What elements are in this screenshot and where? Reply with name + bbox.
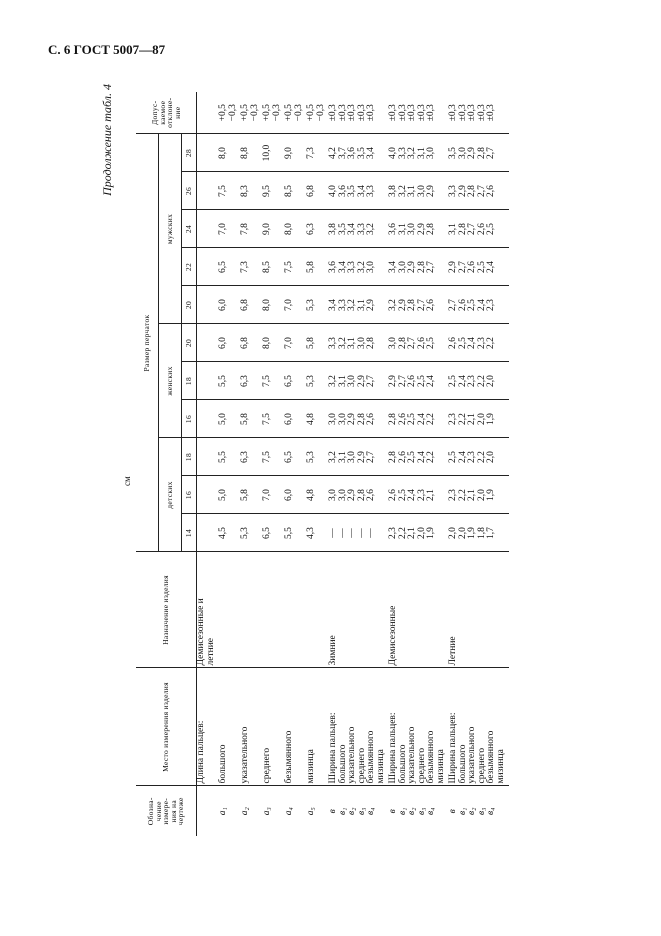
value-cell: 8,5 <box>285 172 307 210</box>
value-cell: 3,0 3,0 2,9 2,8 2,6 <box>329 476 389 514</box>
value-cell: 2,7 2,6 2,5 2,4 2,3 <box>449 286 509 324</box>
page-header: С. 6 ГОСТ 5007—87 <box>48 42 166 57</box>
table-continuation-caption: Продолжение табл. 4 <box>100 84 114 196</box>
value-cell: 6,5 <box>263 514 285 552</box>
group-symbols: в в₁ в₂ в₃ в₄ <box>388 807 436 815</box>
value-cell: 5,5 <box>219 362 241 400</box>
value-cell: 2,3 2,2 2,1 2,0 1,9 <box>389 514 449 552</box>
value-cell: 6,5 <box>219 248 241 286</box>
size-child-14: 14 <box>182 514 197 552</box>
value-cell: 9,0 <box>263 210 285 248</box>
value-cell: — — — — — <box>329 514 389 552</box>
tolerance-cell: ±0,3 ±0,3 ±0,3 ±0,3 ±0,3 <box>449 92 509 134</box>
value-cell: 2,5 2,4 2,3 2,2 2,0 <box>449 438 509 476</box>
group-purpose: Зимние <box>329 552 389 668</box>
row-symbol: a₂ <box>240 807 250 816</box>
value-cell: 7,5 <box>219 172 241 210</box>
value-cell: 3,0 3,0 2,9 2,8 2,6 <box>329 400 389 438</box>
value-cell: 3,4 3,3 3,2 3,1 2,9 <box>329 286 389 324</box>
group-purpose: Демисезонные <box>389 552 449 668</box>
value-cell: 5,0 <box>219 400 241 438</box>
value-cell: 8,3 <box>241 172 263 210</box>
value-cell: 6,8 <box>307 172 329 210</box>
value-cell: 3,3 2,9 2,8 2,7 2,6 <box>449 172 509 210</box>
value-cell: 2,9 2,7 2,6 2,5 2,4 <box>389 362 449 400</box>
value-cell: 5,3 <box>241 514 263 552</box>
value-cell: 2,5 2,4 2,3 2,2 2,0 <box>449 362 509 400</box>
size-women-20: 20 <box>182 324 197 362</box>
value-cell: 3,0 2,8 2,7 2,6 2,5 <box>389 324 449 362</box>
header-children: детских <box>159 438 182 552</box>
value-cell: 7,5 <box>263 400 285 438</box>
value-cell: 2,8 2,6 2,5 2,4 2,2 <box>389 438 449 476</box>
width-group-row <box>449 92 509 836</box>
table-row <box>307 92 329 836</box>
value-cell: 3,3 3,2 3,1 3,0 2,8 <box>329 324 389 362</box>
value-cell: 6,5 <box>285 362 307 400</box>
value-cell: 2,6 2,5 2,4 2,3 2,1 <box>389 476 449 514</box>
value-cell: 7,3 <box>241 248 263 286</box>
group-symbols: в в₁ в₂ в₃ в₄ <box>448 807 496 815</box>
tolerance-cell: +0,5 −0,3 <box>219 92 241 134</box>
value-cell: 3,5 3,0 2,9 2,8 2,7 <box>449 134 509 172</box>
value-cell: 7,0 <box>285 286 307 324</box>
value-cell: 3,8 3,2 3,1 3,0 2,9 <box>389 172 449 210</box>
row-symbol: a₃ <box>262 807 272 816</box>
value-cell: 8,0 <box>263 324 285 362</box>
value-cell: 8,0 <box>219 134 241 172</box>
value-cell: 7,0 <box>219 210 241 248</box>
value-cell: 4,0 3,3 3,2 3,1 3,0 <box>389 134 449 172</box>
header-symbol: Обозна- чение измере- ния на чертеже <box>136 786 197 836</box>
value-cell: 6,0 <box>285 400 307 438</box>
header-women: женских <box>159 324 182 438</box>
size-child-18: 18 <box>182 438 197 476</box>
value-cell: 3,8 3,5 3,4 3,3 3,2 <box>329 210 389 248</box>
group-purpose: Летние <box>449 552 509 668</box>
rotated-table-block <box>100 76 660 836</box>
value-cell: 7,5 <box>263 362 285 400</box>
value-cell: 8,5 <box>263 248 285 286</box>
table-row <box>263 92 285 836</box>
value-cell: 4,2 3,7 3,6 3,5 3,4 <box>329 134 389 172</box>
value-cell: 2,3 2,2 2,1 2,0 1,9 <box>449 400 509 438</box>
group-places: Ширина пальцев: большого указательного среднего безымянного мизинца <box>329 668 389 786</box>
row-symbol: a₁ <box>218 807 228 816</box>
value-cell: 4,5 <box>219 514 241 552</box>
value-cell: 4,8 <box>307 400 329 438</box>
size-women-18: 18 <box>182 362 197 400</box>
size-men-24: 24 <box>182 210 197 248</box>
row-place: среднего <box>263 668 285 786</box>
value-cell: 3,4 3,0 2,9 2,8 2,7 <box>389 248 449 286</box>
value-cell: 3,6 3,1 3,0 2,9 2,8 <box>389 210 449 248</box>
value-cell: 2,6 2,5 2,4 2,3 2,2 <box>449 324 509 362</box>
value-cell: 6,3 <box>307 210 329 248</box>
value-cell: 4,0 3,6 3,5 3,4 3,3 <box>329 172 389 210</box>
value-cell: 5,3 <box>307 438 329 476</box>
value-cell: 9,5 <box>263 172 285 210</box>
tolerance-cell: +0,5 −0,3 <box>285 92 307 134</box>
size-men-22: 22 <box>182 248 197 286</box>
tolerance-cell: ±0,3 ±0,3 ±0,3 ±0,3 ±0,3 <box>389 92 449 134</box>
row-symbol: a₄ <box>284 807 294 816</box>
value-cell: 6,0 <box>219 286 241 324</box>
value-cell: 7,3 <box>307 134 329 172</box>
row-symbol: a₅ <box>306 807 316 816</box>
table-row <box>241 92 263 836</box>
tolerance-cell: +0,5 −0,3 <box>241 92 263 134</box>
header-tolerance: Допус- каемое отклоне- ние <box>136 92 197 134</box>
value-cell: 6,8 <box>241 286 263 324</box>
value-cell: 2,8 2,6 2,5 2,4 2,2 <box>389 400 449 438</box>
value-cell: 4,8 <box>307 476 329 514</box>
value-cell: 7,0 <box>263 476 285 514</box>
value-cell: 5,5 <box>285 514 307 552</box>
group-places: Ширина пальцев: большого указательного среднего безымянного мизинца <box>449 668 509 786</box>
value-cell: 5,8 <box>241 400 263 438</box>
value-cell: 7,0 <box>285 324 307 362</box>
value-cell: 2,0 2,0 1,9 1,8 1,7 <box>449 514 509 552</box>
value-cell: 9,0 <box>285 134 307 172</box>
header-place: Место измерения изделия <box>136 668 197 786</box>
value-cell: 6,0 <box>285 476 307 514</box>
value-cell: 5,0 <box>219 476 241 514</box>
value-cell: 8,8 <box>241 134 263 172</box>
length-group-purpose: Демисезонные и летние <box>197 552 330 668</box>
width-group-row <box>329 92 389 836</box>
value-cell: 5,8 <box>307 248 329 286</box>
size-men-20: 20 <box>182 286 197 324</box>
header-men: мужских <box>159 134 182 324</box>
size-child-16: 16 <box>182 476 197 514</box>
size-men-26: 26 <box>182 172 197 210</box>
tolerance-cell: +0,5 −0,3 <box>263 92 285 134</box>
tolerance-cell: +0,5 −0,3 <box>307 92 329 134</box>
tolerance-cell: ±0,3 ±0,3 ±0,3 ±0,3 ±0,3 <box>329 92 389 134</box>
table-body <box>197 92 510 836</box>
value-cell: 8,0 <box>285 210 307 248</box>
group-places: Ширина пальцев: большого указательного среднего безымянного мизинца <box>389 668 449 786</box>
value-cell: 10,0 <box>263 134 285 172</box>
table-row <box>219 92 241 836</box>
value-cell: 3,1 2,8 2,7 2,6 2,5 <box>449 210 509 248</box>
value-cell: 7,5 <box>285 248 307 286</box>
value-cell: 4,3 <box>307 514 329 552</box>
size-men-28: 28 <box>182 134 197 172</box>
size-women-16: 16 <box>182 400 197 438</box>
row-place: безымянного <box>285 668 307 786</box>
value-cell: 6,0 <box>219 324 241 362</box>
value-cell: 3,6 3,4 3,3 3,2 3,0 <box>329 248 389 286</box>
value-cell: 7,8 <box>241 210 263 248</box>
width-group-row <box>389 92 449 836</box>
value-cell: 5,8 <box>241 476 263 514</box>
value-cell: 5,8 <box>307 324 329 362</box>
header-size-group: Размер перчаток <box>136 134 159 552</box>
value-cell: 5,3 <box>307 286 329 324</box>
header-purpose: Назначение изделия <box>136 552 197 668</box>
value-cell: 7,5 <box>263 438 285 476</box>
value-cell: 6,5 <box>285 438 307 476</box>
value-cell: 2,3 2,2 2,1 2,0 1,9 <box>449 476 509 514</box>
value-cell: 6,3 <box>241 438 263 476</box>
value-cell: 6,8 <box>241 324 263 362</box>
value-cell: 3,2 3,1 3,0 2,9 2,7 <box>329 362 389 400</box>
value-cell: 6,3 <box>241 362 263 400</box>
row-place: указательного <box>241 668 263 786</box>
unit-label: см <box>122 476 132 486</box>
value-cell: 3,2 2,9 2,8 2,7 2,6 <box>389 286 449 324</box>
group-symbols: в в₁ в₂ в₃ в₄ <box>328 807 376 815</box>
length-group-title: Длина пальцев: <box>197 668 220 786</box>
value-cell: 8,0 <box>263 286 285 324</box>
value-cell: 3,2 3,1 3,0 2,9 2,7 <box>329 438 389 476</box>
value-cell: 2,9 2,7 2,6 2,5 2,4 <box>449 248 509 286</box>
row-place: мизинца <box>307 668 329 786</box>
gloves-size-table <box>136 92 509 836</box>
value-cell: 5,3 <box>307 362 329 400</box>
row-place: большого <box>219 668 241 786</box>
value-cell: 5,5 <box>219 438 241 476</box>
table-row <box>285 92 307 836</box>
